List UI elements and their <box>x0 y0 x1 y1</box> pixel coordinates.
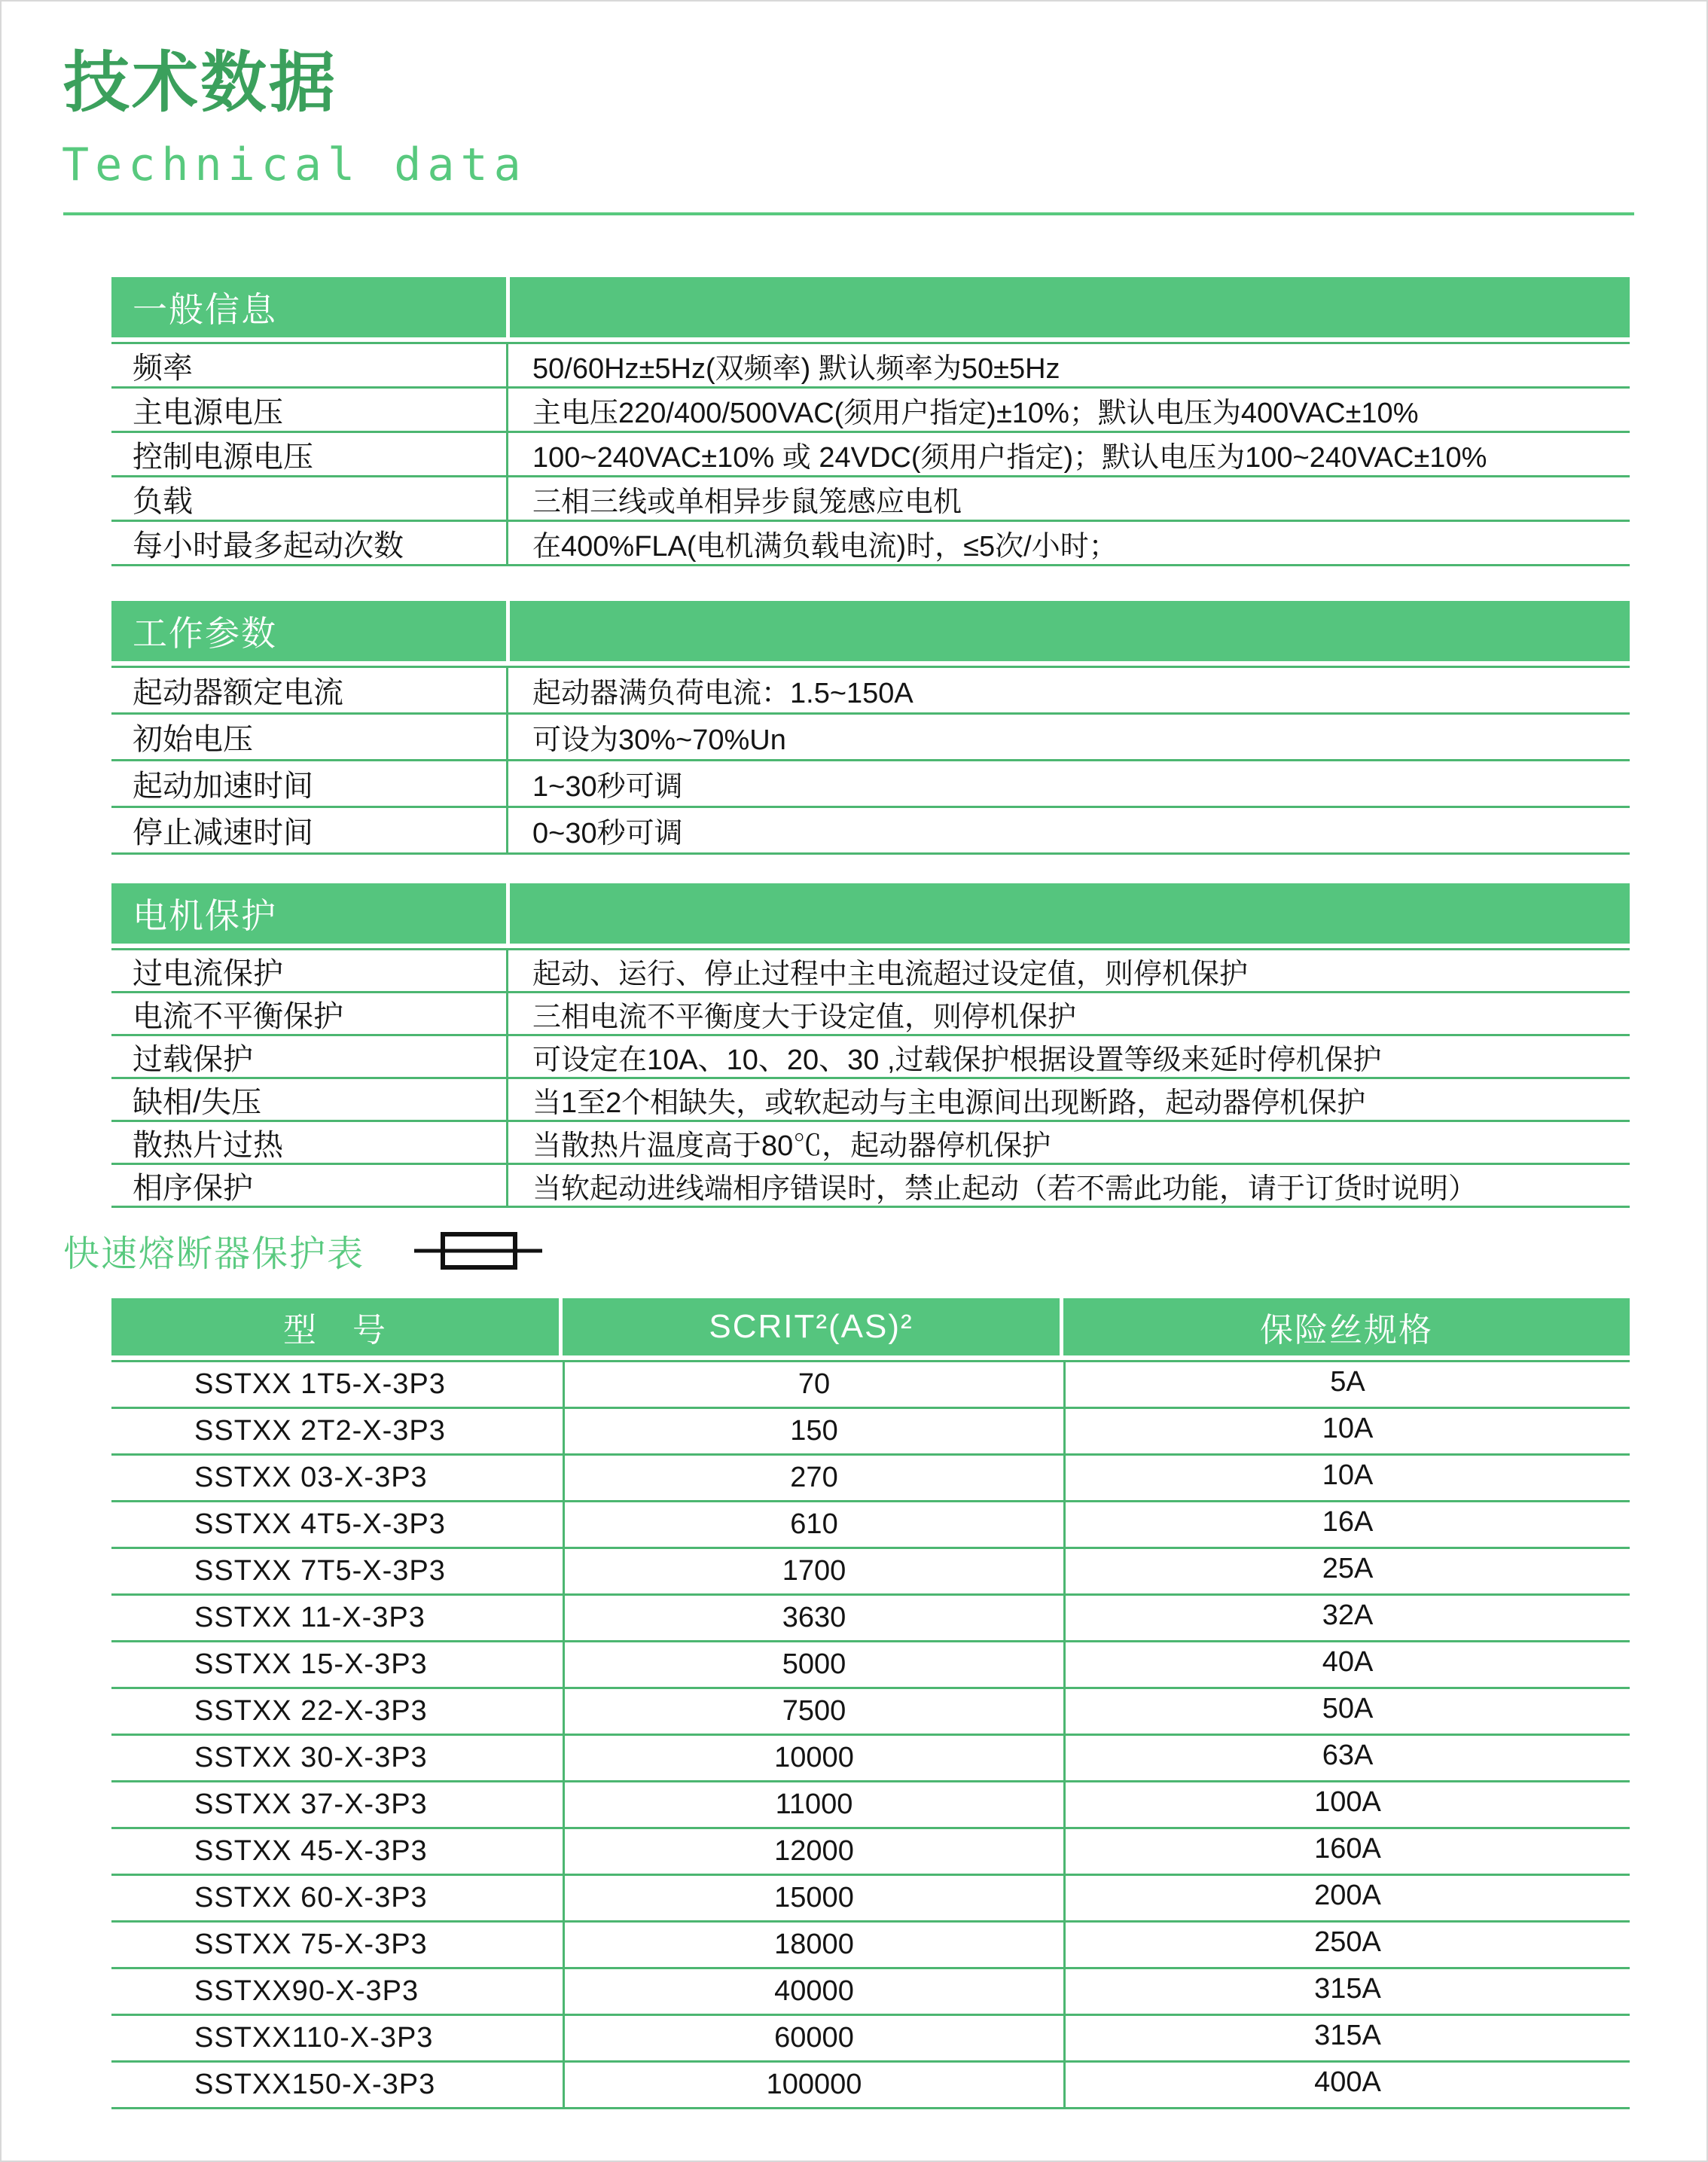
model-cell: SSTXX90-X-3P3 <box>194 1975 419 2007</box>
fuse-spec-cell: 400A <box>1063 2063 1630 2107</box>
scrit-cell: 5000 <box>563 1642 1063 1687</box>
scrit-cell: 100000 <box>563 2063 1063 2107</box>
model-cell: SSTXX 03-X-3P3 <box>194 1462 428 1493</box>
model-cell: SSTXX 22-X-3P3 <box>194 1695 428 1727</box>
table-row <box>111 1876 1630 1923</box>
fuse-spec-cell: 10A <box>1063 1456 1630 1500</box>
scrit-cell: 150 <box>563 1409 1063 1453</box>
scrit-cell: 60000 <box>563 2016 1063 2060</box>
fuse-spec-cell: 50A <box>1063 1689 1630 1734</box>
table-working-params <box>111 601 1630 855</box>
spec-value: 100~240VAC±10% 或 24VDC(须用户指定)；默认电压为100~240VAC±10% <box>506 433 1630 475</box>
fuse-section-title-text: 快速熔断器保护表 <box>63 1234 365 1274</box>
table-row <box>111 761 1630 808</box>
spec-value: 当1至2个相缺失，或软起动与主电源间出现断路，起动器停机保护 <box>506 1079 1630 1120</box>
fuse-table-body <box>111 1360 1630 2109</box>
page-title: 技术数据 <box>63 45 338 120</box>
table-header-bar <box>111 601 1630 661</box>
table-row <box>111 1165 1630 1208</box>
fuse-spec-cell: 63A <box>1063 1736 1630 1780</box>
table-header-label: 电机保护 <box>133 896 277 935</box>
scrit-cell: 610 <box>563 1502 1063 1547</box>
spec-label: 停止减速时间 <box>133 816 313 849</box>
spec-value: 50/60Hz±5Hz(双频率) 默认频率为50±5Hz <box>506 344 1630 386</box>
table-motor-protection <box>111 883 1630 1208</box>
spec-value: 在400%FLA(电机满负载电流)时，≤5次/小时； <box>506 522 1630 564</box>
scrit-cell: 10000 <box>563 1736 1063 1780</box>
spec-label: 主电源电压 <box>133 395 283 429</box>
scrit-cell: 40000 <box>563 1969 1063 2014</box>
spec-value: 三相三线或单相异步鼠笼感应电机 <box>506 477 1630 520</box>
model-cell: SSTXX150-X-3P3 <box>194 2069 436 2100</box>
table-row <box>111 2016 1630 2063</box>
spec-value: 1~30秒可调 <box>506 761 1630 806</box>
fuse-table-header <box>111 1298 1630 1355</box>
fuse-spec-cell: 200A <box>1063 1876 1630 1920</box>
table-general-info <box>111 277 1630 566</box>
spec-label: 过电流保护 <box>133 956 283 990</box>
header-column-divider <box>506 601 510 661</box>
table-row <box>111 1549 1630 1596</box>
fuse-spec-cell: 100A <box>1063 1782 1630 1827</box>
spec-value: 当软起动进线端相序错误时，禁止起动（若不需此功能，请于订货时说明） <box>506 1165 1630 1206</box>
fuse-spec-cell: 250A <box>1063 1923 1630 1967</box>
model-cell: SSTXX 75-X-3P3 <box>194 1929 428 1960</box>
table-body <box>111 948 1630 1208</box>
table-header-label: 一般信息 <box>133 290 277 329</box>
table-row <box>111 1362 1630 1409</box>
table-row <box>111 1502 1630 1549</box>
fuse-spec-cell: 315A <box>1063 1969 1630 2014</box>
scrit-cell: 7500 <box>563 1689 1063 1734</box>
model-cell: SSTXX 1T5-X-3P3 <box>194 1368 446 1400</box>
model-cell: SSTXX 60-X-3P3 <box>194 1882 428 1913</box>
table-row <box>111 1036 1630 1079</box>
table-row <box>111 715 1630 761</box>
fuse-spec-cell: 160A <box>1063 1829 1630 1874</box>
spec-label: 每小时最多起动次数 <box>133 529 404 563</box>
spec-value: 0~30秒可调 <box>506 808 1630 852</box>
table-row <box>111 1689 1630 1736</box>
table-row <box>111 2063 1630 2109</box>
table-row <box>111 1642 1630 1689</box>
fuse-spec-cell: 32A <box>1063 1596 1630 1640</box>
spec-label: 初始电压 <box>133 723 253 756</box>
table-row <box>111 993 1630 1036</box>
fuse-section-title <box>63 1224 542 1276</box>
spec-label: 负载 <box>133 484 193 518</box>
table-row <box>111 389 1630 433</box>
fuse-spec-cell: 25A <box>1063 1549 1630 1593</box>
scrit-cell: 11000 <box>563 1782 1063 1827</box>
spec-value: 可设定在10A、10、20、30 ,过载保护根据设置等级来延时停机保护 <box>506 1036 1630 1077</box>
spec-value: 主电压220/400/500VAC(须用户指定)±10%；默认电压为400VAC±10% <box>506 389 1630 431</box>
table-row <box>111 1923 1630 1969</box>
model-cell: SSTXX 30-X-3P3 <box>194 1742 428 1773</box>
spec-value: 可设为30%~70%Un <box>506 715 1630 759</box>
table-row <box>111 477 1630 522</box>
spec-label: 控制电源电压 <box>133 440 313 474</box>
spec-value: 当散热片温度高于80℃，起动器停机保护 <box>506 1122 1630 1163</box>
fuse-spec-cell: 10A <box>1063 1409 1630 1453</box>
table-row <box>111 522 1630 566</box>
table-row <box>111 1409 1630 1456</box>
header-column-divider <box>506 277 510 337</box>
table-header-bar <box>111 277 1630 337</box>
scrit-cell: 270 <box>563 1456 1063 1500</box>
table-row <box>111 1079 1630 1122</box>
scrit-cell: 12000 <box>563 1829 1063 1874</box>
table-body <box>111 666 1630 855</box>
model-cell: SSTXX110-X-3P3 <box>194 2022 434 2054</box>
scrit-cell: 15000 <box>563 1876 1063 1920</box>
fuse-protection-table <box>111 1298 1630 2109</box>
model-cell: SSTXX 11-X-3P3 <box>194 1602 425 1633</box>
table-row <box>111 1829 1630 1876</box>
spec-value: 起动器满负荷电流：1.5~150A <box>506 668 1630 712</box>
model-cell: SSTXX 4T5-X-3P3 <box>194 1508 446 1540</box>
title-divider <box>63 212 1634 215</box>
fuse-icon <box>414 1229 542 1273</box>
fuse-spec-cell: 315A <box>1063 2016 1630 2060</box>
table-row <box>111 1596 1630 1642</box>
spec-label: 频率 <box>133 351 193 385</box>
header-column-divider <box>506 883 510 944</box>
fuse-col-header-model: 型 号 <box>111 1298 563 1355</box>
table-row <box>111 1122 1630 1165</box>
spec-label: 起动器额定电流 <box>133 676 343 709</box>
table-row <box>111 950 1630 993</box>
table-row <box>111 1736 1630 1782</box>
table-row <box>111 1782 1630 1829</box>
table-row <box>111 1969 1630 2016</box>
model-cell: SSTXX 7T5-X-3P3 <box>194 1555 446 1587</box>
table-row <box>111 668 1630 715</box>
model-cell: SSTXX 15-X-3P3 <box>194 1648 428 1680</box>
fuse-spec-cell: 5A <box>1063 1362 1630 1407</box>
spec-label: 过载保护 <box>133 1042 253 1076</box>
scrit-cell: 1700 <box>563 1549 1063 1593</box>
table-body <box>111 342 1630 566</box>
spec-label: 电流不平衡保护 <box>133 999 343 1033</box>
table-row <box>111 808 1630 855</box>
fuse-col-header-spec: 保险丝规格 <box>1260 1312 1433 1349</box>
scrit-cell: 3630 <box>563 1596 1063 1640</box>
scrit-cell: 70 <box>563 1362 1063 1407</box>
fuse-spec-cell: 40A <box>1063 1642 1630 1687</box>
model-cell: SSTXX 37-X-3P3 <box>194 1788 428 1820</box>
table-row <box>111 1456 1630 1502</box>
table-row <box>111 344 1630 389</box>
model-cell: SSTXX 45-X-3P3 <box>194 1835 428 1867</box>
spec-value: 三相电流不平衡度大于设定值，则停机保护 <box>506 993 1630 1034</box>
spec-label: 散热片过热 <box>133 1128 283 1162</box>
spec-value: 起动、运行、停止过程中主电流超过设定值，则停机保护 <box>506 950 1630 991</box>
table-header-bar <box>111 883 1630 944</box>
fuse-spec-cell: 16A <box>1063 1502 1630 1547</box>
page-subtitle: Technical data <box>62 139 527 191</box>
spec-label: 缺相/失压 <box>133 1085 262 1119</box>
table-row <box>111 433 1630 477</box>
fuse-col-header-scrit: SCRIT²(AS)² <box>563 1298 1063 1355</box>
spec-label: 起动加速时间 <box>133 770 313 803</box>
spec-label: 相序保护 <box>133 1171 253 1205</box>
model-cell: SSTXX 2T2-X-3P3 <box>194 1415 446 1447</box>
table-header-label: 工作参数 <box>133 614 277 653</box>
scrit-cell: 18000 <box>563 1923 1063 1967</box>
